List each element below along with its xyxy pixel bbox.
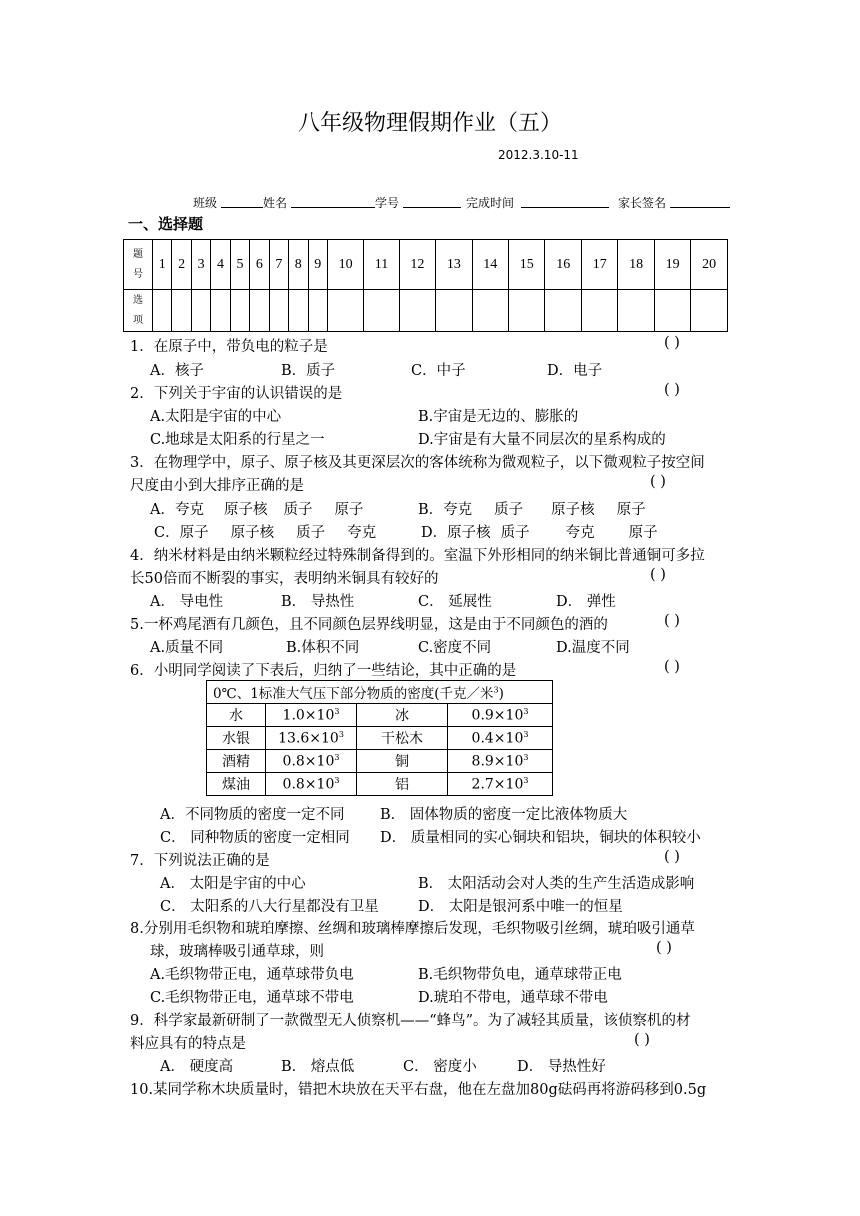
answer-cell[interactable] (153, 290, 172, 332)
answer-bracket: ( ) (664, 849, 680, 865)
option-d: D.宇宙是有大量不同层次的星系构成的 (418, 432, 666, 448)
label-finish-time: 完成时间 (466, 196, 515, 210)
question-number: 7 (269, 240, 288, 290)
student-no-blank[interactable] (403, 207, 461, 208)
answer-cell[interactable] (211, 290, 230, 332)
option-c: C． 延展性 (418, 594, 492, 610)
option-b: B.体积不同 (286, 640, 360, 656)
density-value: $0.8\times 10^3$ (266, 773, 357, 796)
answer-cell[interactable] (654, 290, 690, 332)
answer-cell[interactable] (509, 290, 545, 332)
answer-cell[interactable] (327, 290, 363, 332)
question-number: 18 (618, 240, 654, 290)
question-9-stem: 9．科学家最新研制了一款微型无人侦察机——“蜂鸟”。为了减轻其质量，该侦察机的材 (130, 1013, 691, 1029)
answer-grid (123, 239, 728, 332)
class-blank[interactable] (221, 207, 263, 208)
substance: 干松木 (357, 727, 448, 750)
question-number: 19 (654, 240, 690, 290)
answer-cell[interactable] (472, 290, 508, 332)
density-value: $0.9\times 10^3$ (448, 704, 553, 727)
option-a: A． 导电性 (150, 594, 224, 610)
substance: 水银 (207, 727, 266, 750)
option-b: B． 太阳活动会对人类的生产生活造成影响 (418, 876, 695, 892)
density-value: $13.6\times 10^3$ (266, 727, 357, 750)
date: 2012.3.10-11 (498, 148, 579, 162)
answer-cell[interactable] (250, 290, 269, 332)
answer-bracket: ( ) (650, 567, 666, 583)
question-number: 16 (545, 240, 581, 290)
substance: 酒精 (207, 750, 266, 773)
label-student-no: 学号 (375, 196, 400, 210)
density-value: $0.4\times 10^3$ (448, 727, 553, 750)
answer-bracket: ( ) (664, 382, 680, 398)
question-number: 3 (191, 240, 210, 290)
question-number: 20 (691, 240, 728, 290)
density-row (207, 750, 553, 773)
substance: 煤油 (207, 773, 266, 796)
parent-sign-blank[interactable] (670, 207, 730, 208)
density-value: $8.9\times 10^3$ (448, 750, 553, 773)
question-number: 12 (399, 240, 435, 290)
question-number: 15 (509, 240, 545, 290)
option-c: C． 密度小 (403, 1059, 477, 1075)
answer-bracket: ( ) (664, 659, 680, 675)
density-caption: 0℃、1标准大气压下部分物质的密度(千克／米$^3$) (207, 681, 553, 704)
density-row (207, 727, 553, 750)
option-a: A． 硬度高 (160, 1059, 234, 1075)
page-title: 八年级物理假期作业（五） (297, 111, 562, 136)
option-a: A.质量不同 (150, 640, 224, 656)
density-value: $1.0\times 10^3$ (266, 704, 357, 727)
question-number: 11 (364, 240, 399, 290)
answer-cell[interactable] (618, 290, 654, 332)
finish-time-blank[interactable] (521, 207, 609, 208)
option-b: B． 固体物质的密度一定比液体物质大 (380, 807, 628, 823)
option-a: A.太阳是宇宙的中心 (150, 409, 282, 425)
answer-cell[interactable] (191, 290, 210, 332)
question-number: 17 (581, 240, 617, 290)
section-heading: 一、选择题 (128, 215, 204, 233)
row-header: 选 项 (124, 290, 153, 332)
option-c: C．原子 原子核 质子 夸克 (154, 525, 377, 541)
question-4-stem-cont: 长50倍而不断裂的事实，表明纳米铜具有较好的 (130, 571, 439, 587)
option-c: C.密度不同 (418, 640, 492, 656)
answer-cell[interactable] (581, 290, 617, 332)
answer-bracket: ( ) (664, 335, 680, 351)
name-blank[interactable] (291, 207, 375, 208)
answer-cell[interactable] (545, 290, 581, 332)
option-b: B．夸克 质子 原子核 原子 (418, 502, 646, 518)
question-7-stem: 7．下列说法正确的是 (130, 853, 270, 869)
density-value: $0.8\times 10^3$ (266, 750, 357, 773)
option-d: D．原子核 质子 夸克 原子 (421, 525, 658, 541)
option-c: C.地球是太阳系的行星之一 (150, 432, 325, 448)
answer-cell[interactable] (364, 290, 399, 332)
question-number: 6 (250, 240, 269, 290)
question-2-stem: 2．下列关于宇宙的认识错误的是 (130, 386, 343, 402)
option-d: D.琥珀不带电，通草球不带电 (418, 990, 608, 1006)
answer-bracket: ( ) (634, 1032, 650, 1048)
option-c: C.毛织物带正电，通草球不带电 (150, 990, 354, 1006)
question-5-stem: 5.一杯鸡尾酒有几颜色，且不同颜色层界线明显，这是由于不同颜色的酒的 (130, 617, 608, 633)
question-number: 13 (436, 240, 472, 290)
label-parent-sign: 家长签名 (618, 196, 667, 210)
option-b: B.毛织物带负电，通草球带正电 (418, 967, 622, 983)
answer-row (124, 290, 728, 332)
density-row (207, 773, 553, 796)
substance: 水 (207, 704, 266, 727)
option-b: B． 熔点低 (281, 1059, 355, 1075)
question-10-stem: 10.某同学称木块质量时，错把木块放在天平右盘，他在左盘加80g砝码再将游码移到0.5g (130, 1082, 707, 1098)
answer-bracket: ( ) (664, 613, 680, 629)
option-a: A．夸克 原子核 质子 原子 (150, 502, 364, 518)
answer-cell[interactable] (269, 290, 288, 332)
answer-cell[interactable] (230, 290, 249, 332)
option-a: A．不同物质的密度一定不同 (160, 807, 345, 823)
answer-cell[interactable] (308, 290, 327, 332)
option-a: A．核子 (150, 363, 204, 379)
question-number: 1 (153, 240, 172, 290)
density-row (207, 704, 553, 727)
option-d: D． 质量相同的实心铜块和铝块，铜块的体积较小 (380, 830, 701, 846)
question-number: 8 (289, 240, 308, 290)
answer-cell[interactable] (399, 290, 435, 332)
question-number: 5 (230, 240, 249, 290)
question-number: 10 (327, 240, 363, 290)
label-class: 班级 (193, 196, 218, 210)
answer-cell[interactable] (436, 290, 472, 332)
option-c: C． 同种物质的密度一定相同 (160, 830, 350, 846)
substance: 铝 (357, 773, 448, 796)
answer-cell[interactable] (172, 290, 191, 332)
question-6-stem: 6．小明同学阅读了下表后，归纳了一些结论，其中正确的是 (130, 663, 517, 679)
substance: 铜 (357, 750, 448, 773)
option-d: D． 导热性好 (517, 1059, 606, 1075)
substance: 冰 (357, 704, 448, 727)
question-4-stem: 4．纳米材料是由纳米颗粒经过特殊制备得到的。室温下外形相同的纳米铜比普通铜可多拉 (130, 548, 705, 564)
answer-bracket: ( ) (650, 474, 666, 490)
option-b: B.宇宙是无边的、膨胀的 (418, 409, 579, 425)
density-caption-row (207, 681, 553, 704)
option-d: D． 弹性 (556, 594, 616, 610)
label-name: 姓名 (263, 196, 288, 210)
question-9-stem-cont: 料应具有的特点是 (130, 1036, 246, 1052)
density-value: $2.7\times 10^3$ (448, 773, 553, 796)
option-b: B．质子 (281, 363, 336, 379)
option-c: C． 太阳系的八大行星都没有卫星 (160, 899, 379, 915)
option-d: D． 太阳是银河系中唯一的恒星 (418, 899, 623, 915)
option-d: D.温度不同 (556, 640, 630, 656)
question-number: 2 (172, 240, 191, 290)
answer-bracket: ( ) (656, 940, 672, 956)
question-number: 9 (308, 240, 327, 290)
number-row (124, 240, 728, 290)
question-3-stem-cont: 尺度由小到大排序正确的是 (130, 478, 304, 494)
question-8-stem-cont: 球，玻璃棒吸引通草球，则 (150, 944, 324, 960)
question-1-stem: 1．在原子中，带负电的粒子是 (130, 339, 328, 355)
option-a: A． 太阳是宇宙的中心 (160, 876, 306, 892)
answer-cell[interactable] (289, 290, 308, 332)
question-number: 4 (211, 240, 230, 290)
question-3-stem: 3．在物理学中，原子、原子核及其更深层次的客体统称为微观粒子，以下微观粒子按空间 (130, 455, 705, 471)
question-number: 14 (472, 240, 508, 290)
row-header: 题 号 (124, 240, 153, 290)
option-b: B． 导热性 (281, 594, 355, 610)
option-c: C．中子 (411, 363, 466, 379)
question-8-stem: 8.分别用毛织物和琥珀摩擦、丝绸和玻璃棒摩擦后发现，毛织物吸引丝绸，琥珀吸引通草 (130, 921, 695, 937)
answer-cell[interactable] (691, 290, 728, 332)
option-a: A.毛织物带正电，通草球带负电 (150, 967, 354, 983)
option-d: D．电子 (547, 363, 603, 379)
density-table (206, 680, 553, 796)
